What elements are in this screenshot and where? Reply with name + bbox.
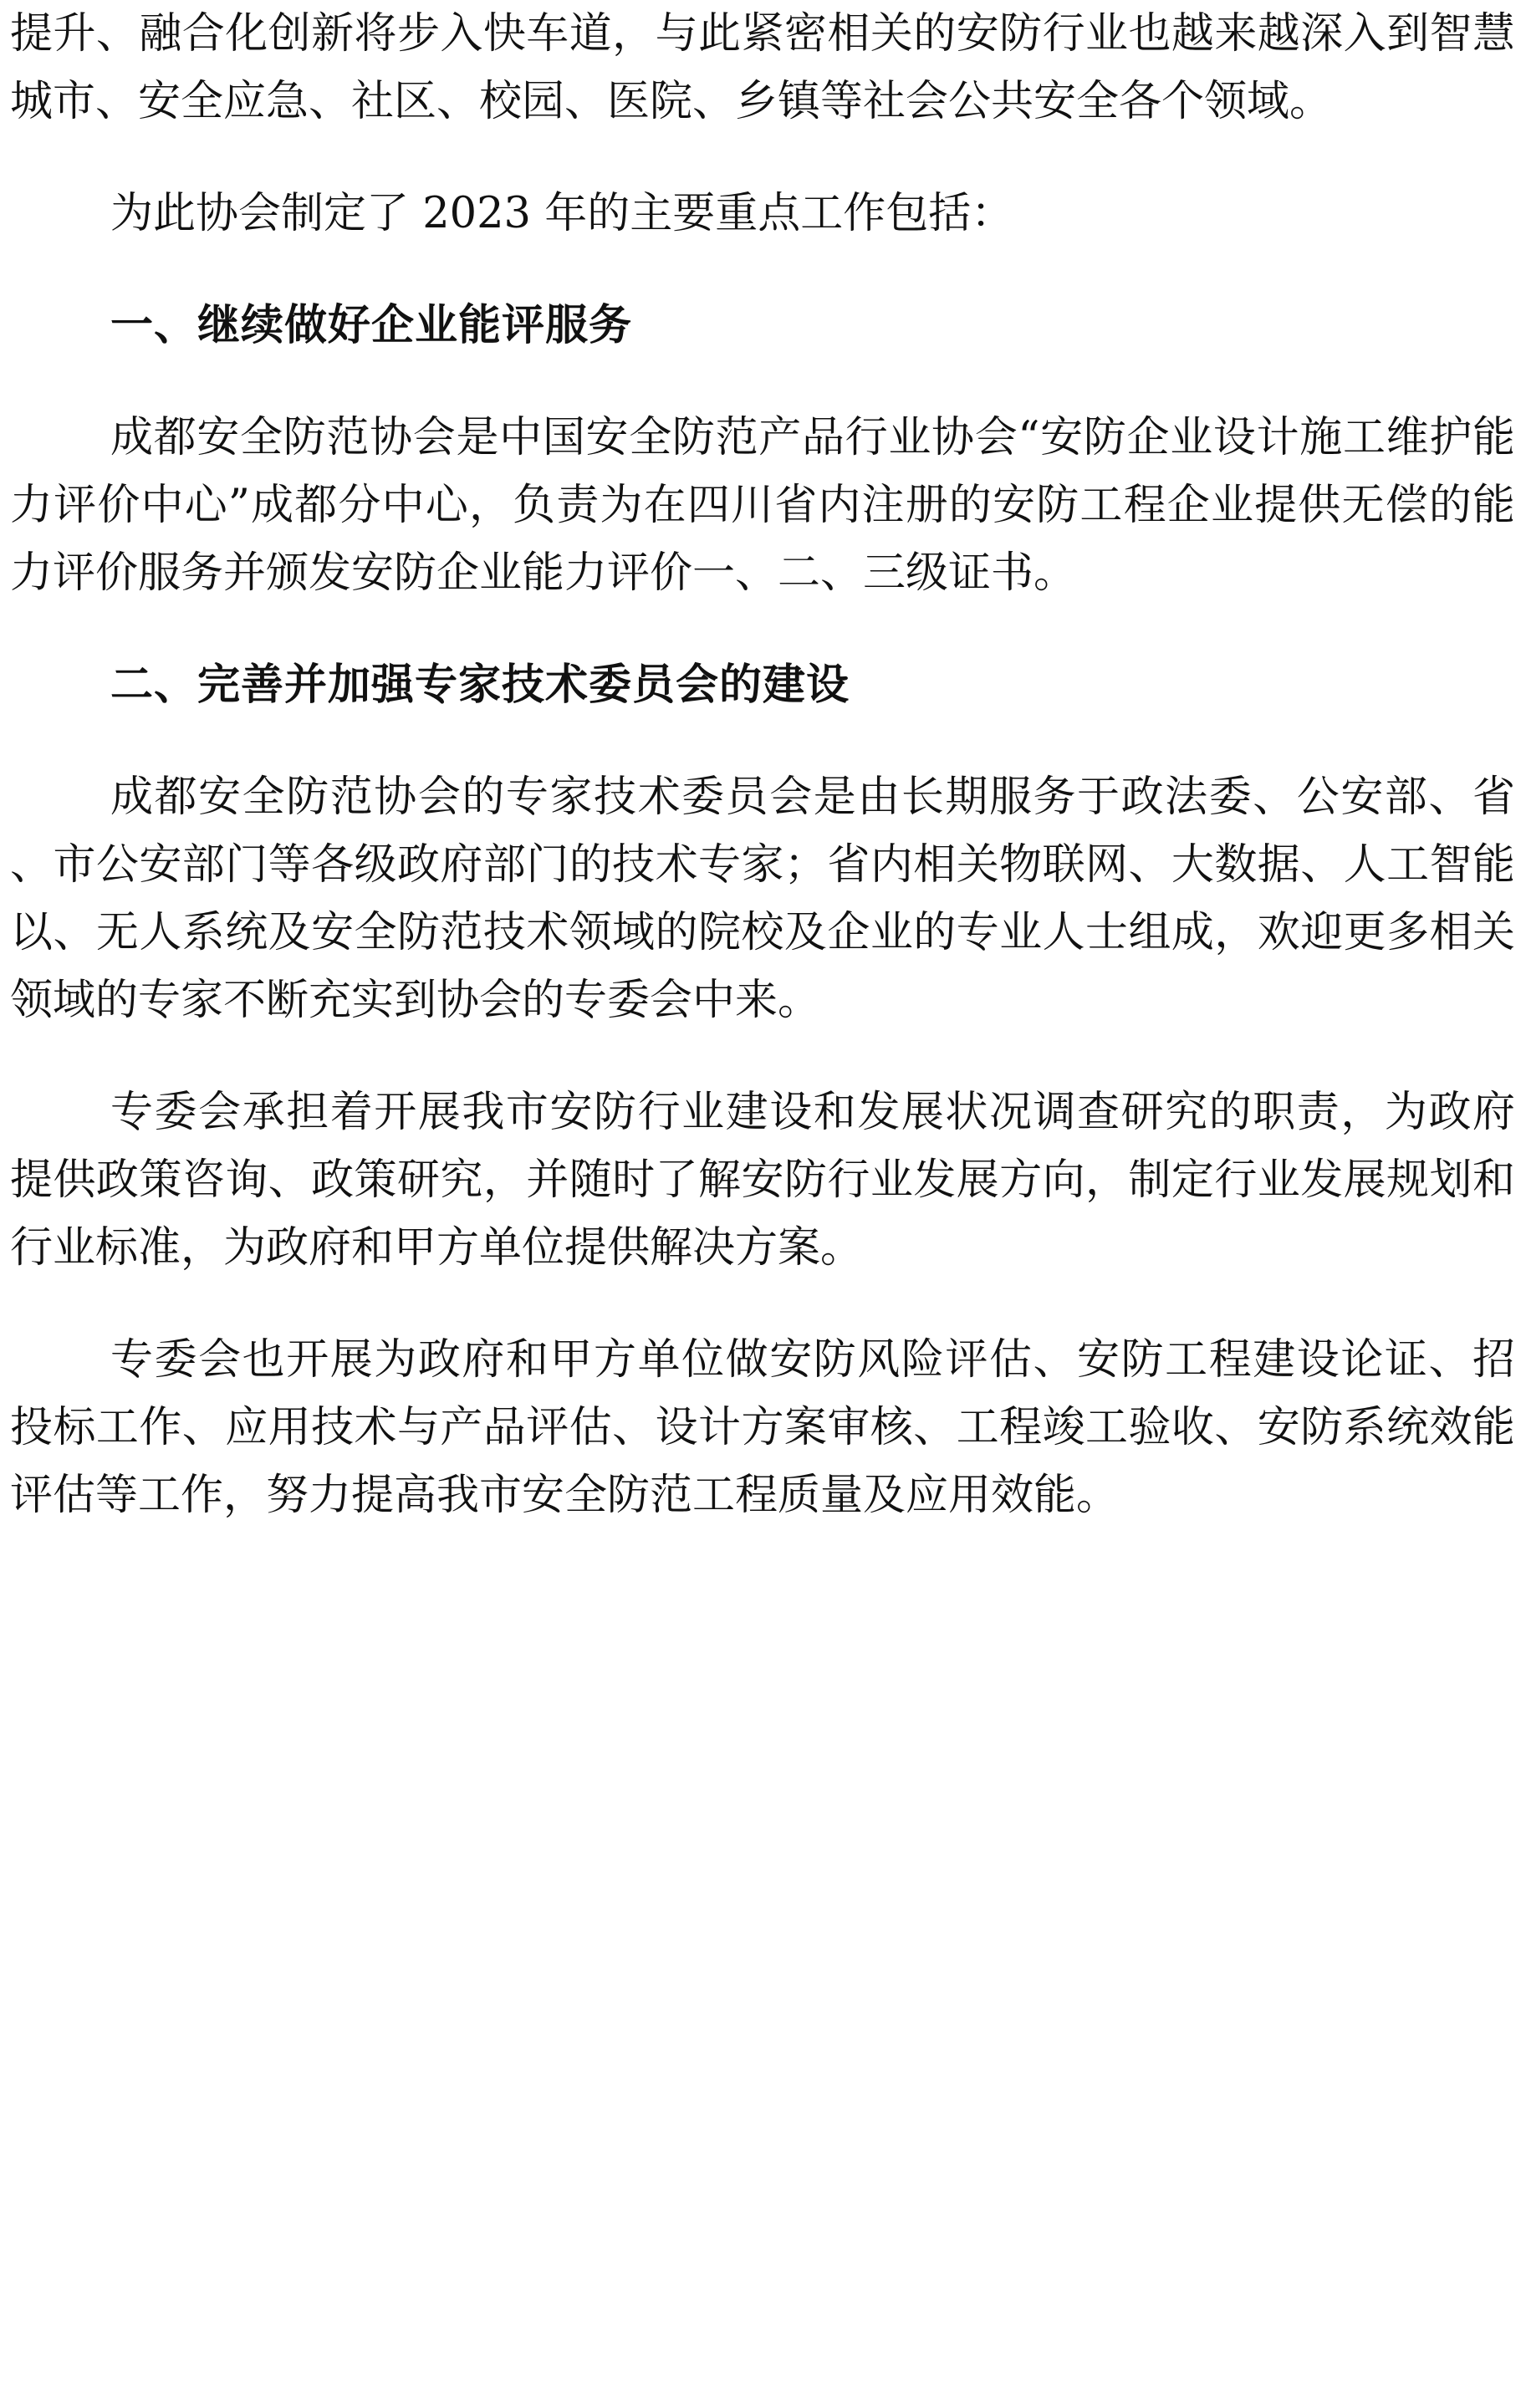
section-heading-2: 二、完善并加强专家技术委员会的建设 bbox=[110, 661, 850, 710]
paragraph-committee-work: 专委会也开展为政府和甲方单位做安防风险评估、安防工程建设论证、招投标工作、应用技术与产品评估、设计方案审核、工程竣工验收、安防系统效能评估等工作，努力提高我市安全防范工程质量及应用效能。 bbox=[10, 1335, 1515, 1520]
paragraph-capability-evaluation: 成都安全防范协会是中国安全防范产品行业协会“安防企业设计施工维护能力评价中心”成都分中心，负责为在四川省内注册的安防工程企业提供无偿的能力评价服务并颁发安防企业能力评价一、二、三级证书。 bbox=[10, 413, 1515, 598]
paragraph-intro-continuation: 提升、融合化创新将步入快车道，与此紧密相关的安防行业也越来越深入到智慧城市、安全应急、社区、校园、医院、乡镇等社会公共安全各个领域。 bbox=[10, 9, 1515, 126]
section-heading-1: 一、继续做好企业能评服务 bbox=[110, 301, 633, 350]
paragraph-expert-committee: 成都安全防范协会的专家技术委员会是由长期服务于政法委、公安部、省、市公安部门等各级政府部门的技术专家；省内相关物联网、大数据、人工智能以、无人系统及安全防范技术领域的院校及企业的专业人士组成，欢迎更多相关领域的专家不断充实到协会的专委会中来。 bbox=[10, 773, 1515, 1025]
paragraph-committee-duties: 专委会承担着开展我市安防行业建设和发展状况调查研究的职责，为政府提供政策咨询、政策研究，并随时了解安防行业发展方向，制定行业发展规划和行业标准，为政府和甲方单位提供解决方案。 bbox=[10, 1088, 1515, 1273]
paragraph-work-priorities: 为此协会制定了 2023 年的主要重点工作包括： bbox=[110, 189, 1014, 238]
document-body bbox=[10, 0, 1515, 1574]
